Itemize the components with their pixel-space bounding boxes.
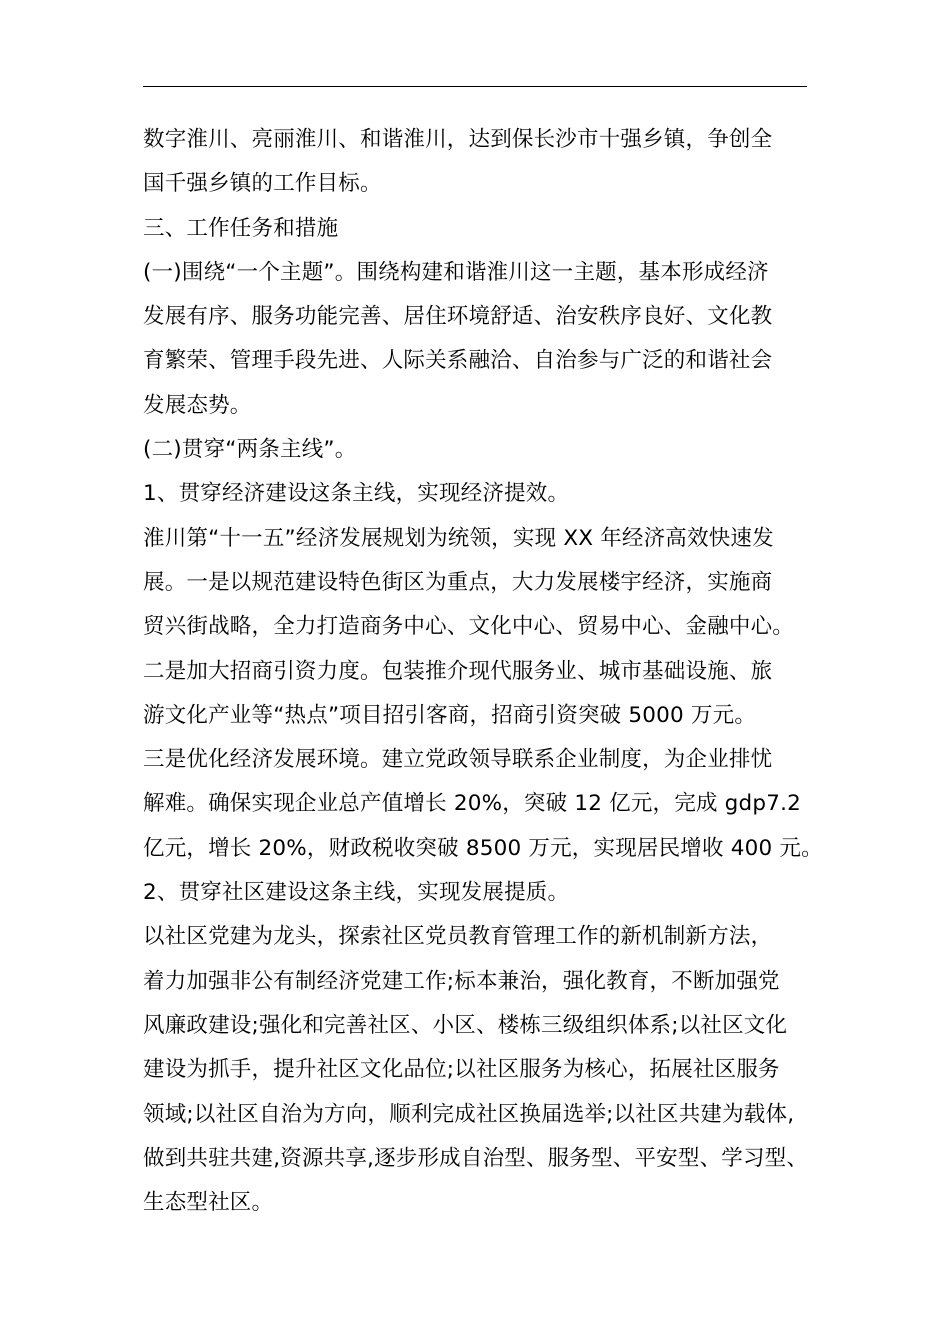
text-line: 淮川第“十一五”经济发展规划为统领，实现 XX 年经济高效快速发 xyxy=(143,525,774,551)
text-line: 游文化产业等“热点”项目招引客商，招商引资突破 5000 万元。 xyxy=(143,702,757,728)
text-line: 育繁荣、管理手段先进、人际关系融洽、自治参与广泛的和谐社会 xyxy=(143,348,773,374)
text-line: 风廉政建设;强化和完善社区、小区、楼栋三级组织体系;以社区文化 xyxy=(143,1012,788,1038)
text-line: 生态型社区。 xyxy=(143,1190,274,1216)
text-line: 领域;以社区自治为方向，顺利完成社区换届选举;以社区共建为载体, xyxy=(143,1101,795,1127)
body-text xyxy=(143,118,823,1225)
text-line: 做到共驻共建,资源共享,逐步形成自治型、服务型、平安型、学习型、 xyxy=(143,1145,809,1171)
text-line: 以社区党建为龙头，探索社区党员教育管理工作的新机制新方法， xyxy=(143,924,773,950)
text-line: 亿元，增长 20%，财政税收突破 8500 万元，实现居民增收 400 元。 xyxy=(143,835,823,861)
subsection-heading: 1、贯穿经济建设这条主线，实现经济提效。 xyxy=(143,481,570,507)
text-line: (一)围绕“一个主题”。围绕构建和谐淮川这一主题，基本形成经济 xyxy=(143,259,769,285)
section-heading: 三、工作任务和措施 xyxy=(143,215,339,241)
text-line: 三是优化经济发展环境。建立党政领导联系企业制度，为企业排忧 xyxy=(143,747,773,773)
text-line: 发展态势。 xyxy=(143,392,252,418)
text-line: 建设为抓手，提升社区文化品位;以社区服务为核心，拓展社区服务 xyxy=(143,1057,780,1083)
text-line: 发展有序、服务功能完善、居住环境舒适、治安秩序良好、文化教 xyxy=(143,304,773,330)
subsection-heading: (二)贯穿“两条主线”。 xyxy=(143,437,357,463)
text-line: 着力加强非公有制经济党建工作;标本兼治，强化教育，不断加强党 xyxy=(143,968,780,994)
text-line: 展。一是以规范建设特色街区为重点，大力发展楼宇经济，实施商 xyxy=(143,569,773,595)
text-line: 贸兴街战略，全力打造商务中心、文化中心、贸易中心、金融中心。 xyxy=(143,614,795,640)
header-rule xyxy=(143,86,807,87)
text-line: 解难。确保实现企业总产值增长 20%，突破 12 亿元，完成 gdp7.2 xyxy=(143,791,802,817)
text-line: 二是加大招商引资力度。包装推介现代服务业、城市基础设施、旅 xyxy=(143,658,773,684)
text-line: 数字淮川、亮丽淮川、和谐淮川，达到保长沙市十强乡镇，争创全 xyxy=(143,127,773,152)
subsection-heading: 2、贯穿社区建设这条主线，实现发展提质。 xyxy=(143,880,570,906)
text-line: 国千强乡镇的工作目标。 xyxy=(143,171,382,197)
